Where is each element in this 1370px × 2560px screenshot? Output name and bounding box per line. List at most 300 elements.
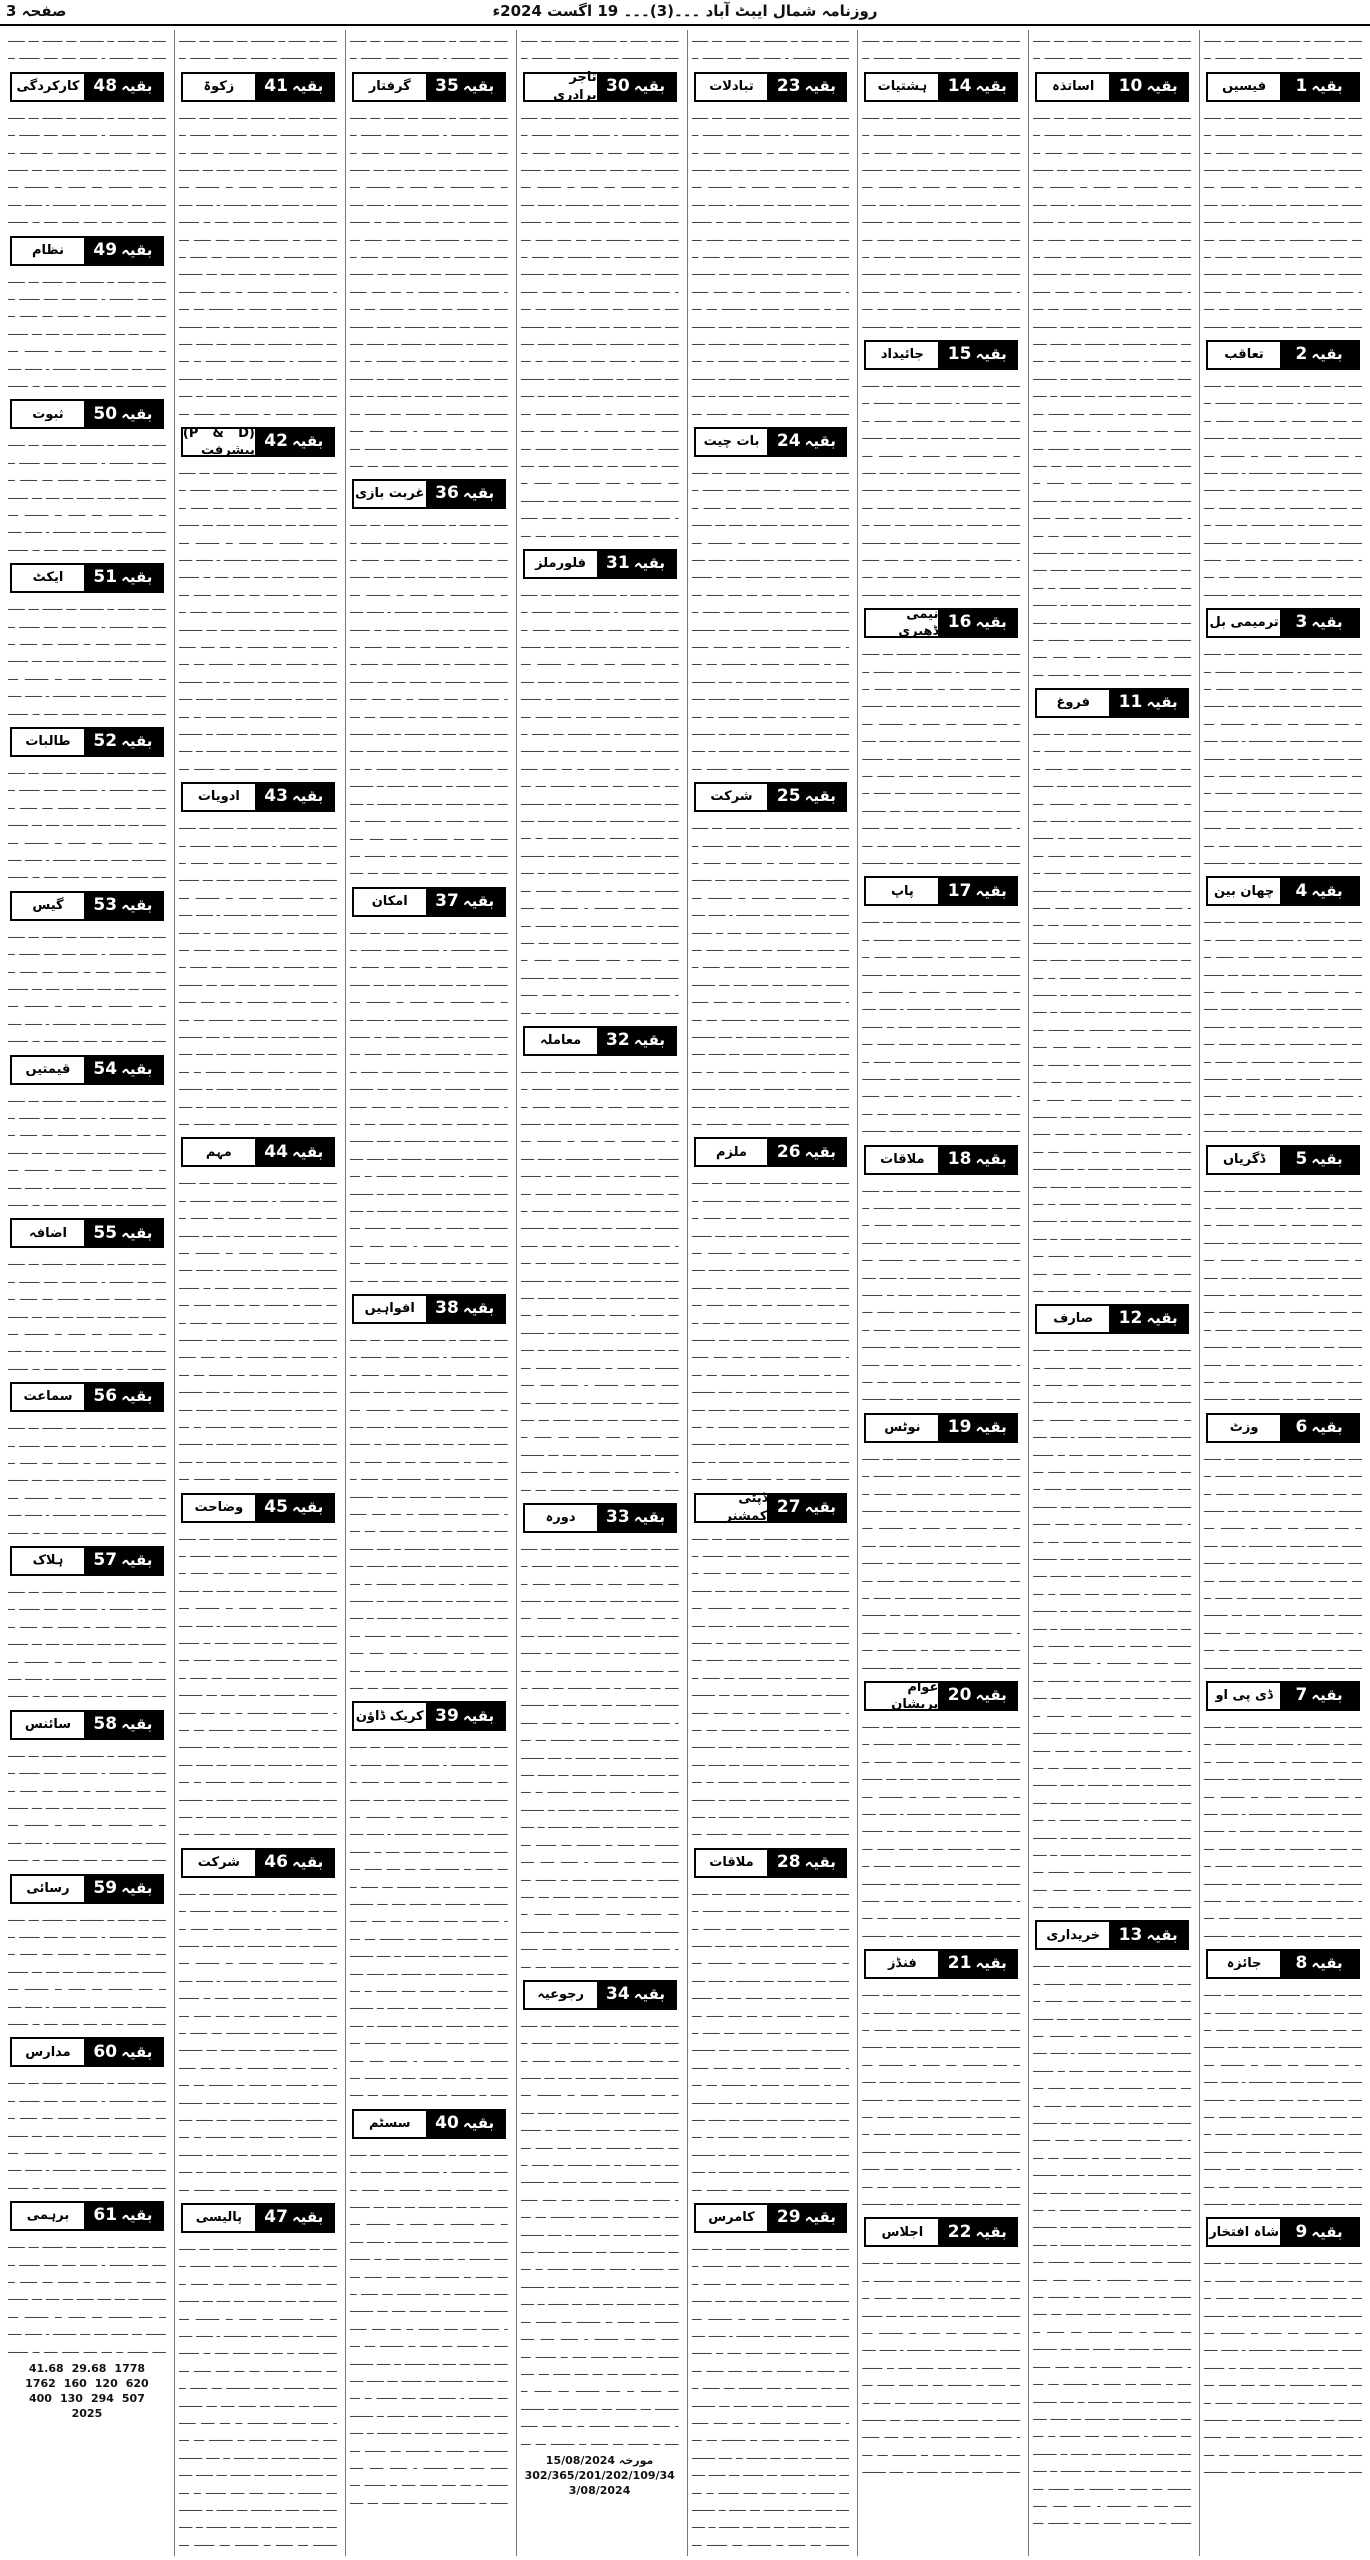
page-number: صفحہ 3 [6, 2, 67, 20]
continuation-number-label [767, 429, 845, 455]
baqiya-word: بقیہ [1146, 693, 1178, 712]
baqiya-word: بقیہ [633, 1031, 666, 1050]
continuation-number: 51 [93, 567, 118, 588]
continuation-header-14 [864, 72, 1018, 102]
continuation-header-58 [10, 1710, 164, 1740]
continuation-number-label [255, 2205, 333, 2231]
continuation-number: 41 [264, 76, 288, 97]
figure-value: 400 [29, 2391, 52, 2405]
continuation-header-12 [1035, 1304, 1189, 1334]
continuation-title: طالبات [12, 729, 84, 755]
continuation-header-17 [864, 876, 1018, 906]
continuation-number-label [84, 565, 162, 591]
continuation-number: 21 [947, 1953, 972, 1974]
continuation-number: 47 [264, 2207, 288, 2228]
masthead-bar [0, 0, 1370, 26]
continuation-title: کارکردگی [12, 74, 84, 100]
legal-notice-references [521, 2453, 679, 2498]
newspaper-columns [4, 30, 1366, 2556]
baqiya-word: بقیہ [804, 77, 836, 96]
article-body-text: ــــ ـــ ـــــ ــ ـــــــ ـــ ــــــ ـــ ـــــ ــــ ـــ ـــــــ ـ ـــــ ــــ ــــ ــــــ ــ ـــ ــــ ـــــ ــــ ــ ــــــ ـــ ـــــ ــ ـــــــ ـــ ـــ ــــ ـــــ ـــ ــــ ـــ ــــــ ــ ــــ ـــــــ ـــ ـــــ ــ ـــــــ ـــ ــــــ ـــ ـــــ ــــ ـــ ـــــــ ـ ـــــ ــــ ــــ ــــــ ــ ـــ ــــ ـــــ ــــ ــ ــــــ ـــ ـــــ ــ ـــــــ ـــ ـــ ــــ ـــــ ـــ ــــ ـــ ــــــ ــ ــــ ـــــــ ـــ ـــــ ــ ـــــــ ـــ ــــــ ـــ ـــــ ــــ ـــ ـــــــ ـ ـــــ ــــ ــــ ــــــ ــ ـــ ــــ ـــــ ــــ ــ ــــــ ـــ ـــــ ــ ـــــــ ـــ ـــ ــــ ـــــ ـــ ــــ ـــ ــــــ ــ ــــ ـــــــ [862, 912, 1021, 1136]
baqiya-word: بقیہ [804, 1853, 836, 1872]
continuation-number-label [255, 74, 333, 100]
continuation-number-label [767, 1495, 845, 1521]
continuation-number-label [255, 1850, 333, 1876]
continuation-title: وزٹ [1208, 1415, 1280, 1441]
continuation-number-label [84, 2039, 162, 2065]
continuation-header-22 [864, 2217, 1018, 2247]
article-body-text: ــــ ـــ ـــــ ــ ـــــــ ـــ ــــــ ـــ ـــــ ــــ ـــ ـــــــ ـ ـــــ ــــ ــــ ــــــ ــ ـــ ــــ ـــــ ــــ ــ ــــــ ـــ ـــــ ــ ـــــــ ـــ ـــ ــــ ـــــ ـــ ــــ ـــ ــــــ ــ ــــ ـــــــ ـــ ـــــ ــ ـــــــ ـــ ــــــ ـــ ـــــ ــــ ـــ ـــــــ ـ ـــــ ــــ ــــ ــــــ ــ ـــ ــــ ـــــ ــــ ــ ــــــ ـــ ـــــ ــ ـــــــ ـــ ـــ ــــ ـــــ ـــ ــــ ـــ ــــــ ــ ــــ ـــــــ ـــ ـــــ ــ ـــــــ ـــ ــــــ ـــ ـــــ ــــ ـــ ـــــــ ـ ـــــ ــــ ــــ ــــــ ــ ـــ ــــ ـــــ ــــ ــ ــــــ ـــ ـــــ ــ ـــــــ ـــ ـــ ــــ ـــــ ـــ ــــ ـــ ــــــ ــ ــــ ـــــــ ـــ ـــــ ــ ـــــــ ـــ ــــــ ـــ ـــــ ــــ ـــ ـــــــ ـ ـــــ ــــ ــــ ــــــ ــ ـــ ــــ ـــــ ــــ ــ ــــــ ـــ ـــــ ــ ـــــــ ـــ ـــ ــــ ـــــ ـــ ــــ ـــ ــــــ ــ ــــ ـــــــ ـــ ـــــ ــ ـــــــ ـــ ــــــ ـــ ـــــ ــــ ـــ ـــــــ ـ ـــــ ــــ ــــ ــــــ ــ ـــ ــــ ـــــ ــــ ــ ــــــ ـــ ـــــ ــ ـــــــ ـــ ـــ ــــ ـــــ ـــ ــــ [349, 922, 508, 1285]
article-body-text: ــــ ـــ ـــــ ــ ـــــــ ـــ ــــــ ـــ ـــــ ــــ ـــ ـــــــ ـ ـــــ ــــ ــــ ــــــ ــ ـــ ــــ ـــــ ــــ ــ ــــــ ـــ ـــــ ــ ـــــــ ـــ ـــ ــــ ـــــ ـــ ــــ ـــ ــــــ ــ ــــ ـــــــ ـــ ـــــ ــ ـــــــ ـــ ــــــ ـــ ـــــ ــــ ـــ ـــــــ ـ ـــــ ــــ ــــ ــــــ ــ ـــ ــــ ـــــ ــــ ــ ــــــ [8, 1581, 166, 1701]
continuation-header-35 [352, 72, 506, 102]
continuation-number-label [597, 1028, 675, 1054]
article-body-text: ــــ ـــ ـــــ ــ ـــــــ ـــ ــــــ ـــ ـــــ ــــ ـــ ـــــــ ـ ـــــ ــــ ــــ ــــــ ــ ـــ ــــ ـــــ ــــ ــ ــــــ ـــ ـــــ ــ ـــــــ ـــ ـــ ــــ ـــــ ـــ ــــ ـــ ــــــ ــ ــــ ـــــــ ـــ ـــــ ــ ـــــــ ـــ ــــــ ـــ ـــــ ــــ ـــ ـــــــ ـ ـــــ ــــ ــــ ــــــ ــ ـــ ــــ ـــــ ــــ ــ ــــــ [8, 107, 166, 227]
baqiya-word: بقیہ [633, 77, 666, 96]
continuation-title: چھان بین [1208, 878, 1280, 904]
continuation-number-label [767, 784, 845, 810]
baqiya-word: بقیہ [121, 2206, 153, 2225]
continuation-header-19 [864, 1413, 1018, 1443]
article-body-text: ــــ ـــ ـــــ ــ ـــــــ ـــ ــــــ ـــ ـــــ ــــ ـــ ـــــــ ـ ـــــ ــــ ــــ ــــــ ــ ـــ ــــ ـــــ ــــ ــ ــــــ ـــ ـــــ ــ ـــــــ ـــ ـــ ــــ ـــــ ـــ ــــ ـــ ــــــ ــ ــــ ـــــــ ـــ ـــــ ــ ـــــــ ـــ ــــــ ـــ ـــــ ــــ ـــ ـــــــ ـ ـــــ ــــ ــــ ــــــ ــ ـــ ــــ ـــــ ــــ ــ ــــــ ـــ ـــــ ــ ـــــــ ـــ ـــ ــــ ـــــ ـــ ــــ ـــ ــــــ ــ ــــ ـــــــ ـــ ـــــ ــ ـــــــ ـــ ــــــ ـــ ـــــ ــــ ـــ ـــــــ ـ ـــــ ــــ ــــ ــــــ ــ ـــ ــــ ـــــ ــــ ــ ــــــ ـــ ـــــ ــ ـــــــ ـــ ـــ ــــ ـــــ ـــ ــــ ـــ ــــــ ــ ــــ ـــــــ ـــ ـــــ ــ ـــــــ ـــ ــــــ ـــ ـــــ ــــ ـــ ـــــــ ـ ـــــ ــــ ــــ ــــــ ــ ـــ ــــ ـــــ ــــ ــ ــــــ ـــ ـــــ ــ ـــــــ ـــ ـــ ــــ ـــــ ـــ ــــ ـــ ــــــ ــ ــــ ـــــــ ـــ ـــــ ــ ـــــــ ـــ ــــــ ـــ [691, 2238, 850, 2549]
continuation-header-10 [1035, 72, 1189, 102]
continuation-title: معاملہ [525, 1028, 597, 1054]
continuation-header-36 [352, 479, 506, 509]
continuation-number-label [767, 1850, 845, 1876]
continuation-title: زکوۃ [183, 74, 255, 100]
baqiya-word: بقیہ [462, 484, 495, 503]
continuation-header-49 [10, 236, 164, 266]
continuation-number-label [1280, 1683, 1358, 1709]
continuation-header-15 [864, 340, 1018, 370]
baqiya-word: بقیہ [975, 881, 1007, 900]
continuation-number-label [426, 74, 504, 100]
article-body-text: ــــ ـــ ـــــ ــ ـــــــ ـــ ــــــ ـــ ـــــ ــــ ـــ ـــــــ ـ ـــــ ــــ ــــ ــــــ ــ ـــ ــــ ـــــ ــــ ــ ــــــ ـــ ـــــ ــ ـــــــ ـــ ـــ ــــ ـــــ ـــ ــــ ـــ ــــــ ــ ــــ ـــــــ ـــ ـــــ ــ ـــــــ ـــ ــــــ ـــ ـــــ ــــ ـــ ـــــــ ـ ـــــ ــــ ــــ ــــــ ــ ـــ ــــ ـــــ ــــ ــ ــــــ ـــ ـــــ ــ ـــــــ ـــ ـــ ــــ ـــــ ـــ ــــ ـــ ــــــ ــ ــــ ـــــــ ـــ ـــــ ــ ـــــــ ـــ ــــــ ـــ ـــــ ــــ ـــ ـــــــ ـ ـــــ ــــ ــــ ــــــ ــ ـــ ــــ ـــــ ــــ ــ ــــــ ـــ ـــــ ــ ـــــــ ـــ ـــ ــــ ـــــ ـــ ــــ ـــ ــــــ ــ ــــ ـــــــ [862, 1985, 1021, 2208]
continuation-number: 18 [947, 1148, 972, 1169]
baqiya-word: بقیہ [291, 2208, 324, 2227]
inline-figures [8, 2361, 166, 2421]
continuation-title: نیمی ڈھیری [866, 610, 938, 636]
baqiya-word: بقیہ [462, 77, 495, 96]
continuation-number: 24 [776, 431, 801, 452]
continuation-header-1 [1206, 72, 1360, 102]
article-body-text: ــــ ـــ ـــــ ــ ـــــــ ـــ ــــــ ـــ ـــــ ــــ ـــ ـــــــ ـ ـــــ ــــ ــــ ــــــ ــ ـــ ــــ ـــــ ــــ ــ ــــــ ـــ ـــــ ــ ـــــــ ـــ ـــ ــــ ـــــ ـــ ــــ ـــ ــــــ ــ ــــ ـــــــ ـــ ـــــ ــ ـــــــ ـــ ــــــ ـــ ـــــ ــــ ـــ ـــــــ ـ ـــــ ــــ ــــ ــــــ ــ ـــ ــــ ـــــ ــــ ــ ــــــ ـــ ـــــ ــ ـــــــ ـــ ـــ ــــ ـــــ ـــ ــــ ـــ ــــــ ــ ــــ ـــــــ ـــ ـــــ ــ ـــــــ ـــ ــــــ ـــ ـــــ ــــ ـــ ـــــــ ـ ـــــ ــــ ــــ ــــــ ــ ـــ ــــ ـــــ ــــ ــ ــــــ ـــ ـــــ ــ ـــــــ ـــ ـــ ــــ ـــــ ـــ ــــ ـــ ــــــ ــ ــــ ـــــــ [1204, 1180, 1362, 1404]
baqiya-word: بقیہ [121, 896, 153, 915]
baqiya-word: بقیہ [804, 787, 836, 806]
continuation-number: 53 [93, 895, 118, 916]
article-body-text: ــــ ـــ ـــــ ــ ـــــــ ـــ ــــــ ـــ ـــــ ــــ ـــ ـــــــ ـ ـــــ ــــ ــــ ــــــ ــ ـــ ــــ ـــــ ــــ ــ ــــــ ـــ ـــــ ــ ـــــــ ـــ ـــ ــــ ـــــ ـــ ــــ ـــ ــــــ ــ ــــ ـــــــ ـــ ـــــ ــ ـــــــ ـــ ــــــ ـــ ـــــ ــــ ـــ ـــــــ ـ ـــــ ــــ ــــ ــــــ ــ ـــ ــــ ـــــ ــــ ــ ــــــ ـــ ـــــ ــ ـــــــ ـــ ـــ ــــ ـــــ ـــ ــــ ـــ ــــــ ــ ــــ ـــــــ ـــ ـــــ ــ ـــــــ ـــ ــــــ ـــ ـــــ ــــ ـــ ـــــــ ـ ـــــ ــــ ــــ ــــــ ــ ـــ ــــ ـــــ ــــ ــ ــــــ ـــ ـــــ ــ ـــــــ ـــ ـــ ــــ ـــــ ـــ ــــ ـــ ــــــ ــ ــــ ـــــــ ـــ ـــــ ــ ـــــــ ـــ ــــــ ـــ ـــــ ــــ ـــ ـــــــ ـ ـــــ ــــ ــــ ــــــ ــ ـــ ــــ ـــــ ــــ ــ ــــــ ـــ ـــــ ــ ـــــــ ـــ ـــ ــــ ـــــ ـــ ــــ ـــ ــــــ ــ ــــ ـــــــ ـــ ـــــ ــ ـــــــ ـــ ــــــ ـــ ـــــ ــــ ـــ ـــــــ ـ ـــــ ــــ ــــ ــــــ ــ ـــ ــــ ـــــ ــــ ــ ــــــ ـــ ـــــ ــ ـــــــ ـــ ـــ ــــ ـــــ ـــ ــــ ـــ ــــــ ــ ــــ ـــــــ ـــ ـــــ ــ ـــــــ ـــ ــــــ ـــ ـــــ ــــ ـــ ـــــــ ـ ـــــ ــــ ــــ ــــــ ــ ـــ ــــ ـــــ ــــ ــ ــــــ ـــ ـــــ ــ ـــــــ ـــ ـــ ــــ ـــــ ـــ ــــ ـــ ــــــ ــ ــــ ـــــــ ـــ ـــــ ــ ـــــــ ـــ ــــــ ـــ ـــــ ــــ ـــ ـــــــ ـ ـــــ ــــ ــــ ــــــ ــ ـــ ــــ ـــــ ــــ ــ ــــــ ـــ ـــــ ــ ـــــــ ـــ ـــ ــــ ـــــ ـــ ــــ ـــ ــــــ ــ ــــ ـــــــ ـــ ـــــ ــ ـــــــ ـــ ــــــ ـــ ـــــ ــــ ـــ ـــــــ ـ ـــــ ــــ ــــ ــــــ ــ ـــ ــــ ـــــ ــــ ــ ــــــ ـــ [1033, 1340, 1192, 1912]
continuation-number-label [938, 1147, 1016, 1173]
continuation-number: 54 [93, 1058, 118, 1079]
continuation-title: ایکٹ [12, 565, 84, 591]
continuation-title: ہشتیات [866, 74, 938, 100]
continuation-title: گرفتار [354, 74, 426, 100]
article-body-text: ــــ ـــ ـــــ ــ ـــــــ ـــ ــــــ ـــ ـــــ ــــ ـــ ـــــــ ـ ـــــ ــــ ــــ ــــــ ــ ـــ ــــ ـــــ ــــ ــ ــــــ ـــ ـــــ ــ ـــــــ ـــ ـــ ــــ ـــــ ـــ ــــ ـــ ــــــ ــ ــــ ـــــــ ـــ ـــــ ــ ـــــــ ـــ ــــــ ـــ ـــــ ــــ ـــ ـــــــ ـ ـــــ ــــ ــــ ــــــ ــ ـــ ــــ ـــــ ــــ ــ ــــــ ـــ ـــــ ــ ـــــــ ـــ ـــ ــــ ـــــ ـــ ــــ ـــ ــــــ ــ ــــ ـــــــ ـــ ـــــ ــ ـــــــ ـــ ــــــ ـــ ـــــ ــــ ـــ ـــــــ ـ ـــــ ــــ ــــ ــــــ ــ ـــ ــــ ـــــ ــــ ــ ــــــ ـــ ـــــ ــ ـــــــ ـــ ـــ ــــ ـــــ ـــ ــــ ـــ ــــــ ــ ــــ ـــــــ ـــ ـــــ ــ ـــــــ ـــ ــــــ ـــ ـــــ ــــ ـــ ـــــــ ـ ـــــ ــــ ــــ ــــــ ــ ـــ ــــ ـــــ ــــ ــ ــــــ ـــ ـــــ ــ ـــــــ ـــ ـــ ــــ ـــــ ـــ ــــ ـــ ــــــ ــ ــــ ـــــــ ـــ ـــــ ــ ـــــــ ـــ ــــــ ـــ [691, 1173, 850, 1484]
article-body-text: ــــ ـــ ـــــ ــ ـــــــ ـــ ــــــ ـــ ـــــ ــــ ـــ ـــــــ ـ ـــــ ــــ ــــ ــــــ ــ ـــ ــــ ـــــ ــــ ــ ــــــ ـــ ـــــ ــ ـــــــ ـــ ـــ ــــ ـــــ ـــ ــــ ـــ ــــــ ــ ــــ ـــــــ ـــ ـــــ ــ ـــــــ ـــ ــــــ ـــ ـــــ ــــ ـــ ـــــــ ـ ـــــ ــــ ــــ ــــــ ــ ـــ ــــ ـــــ ــــ ــ ــــــ [8, 1254, 166, 1373]
article-body-text: ــــ ـــ ـــــ ــ ـــــــ ـــ ــــــ ـــ ـــــ ــــ ـــ ـــــــ ـ ـــــ ــــ ــــ ــــــ ــ ـــ ــــ ـــــ ــــ ــ ــــــ ـــ ـــــ ــ ـــــــ ـــ ـــ ــــ ـــــ ـــ ــــ ـــ ــــــ ــ ــــ ـــــــ ـــ ـــــ ــ ـــــــ ـــ ــــــ ـــ ـــــ ــــ ـــ ـــــــ ـ ـــــ ــــ ــــ ــــــ ــ ـــ ــــ ـــــ ــــ ــ ــــــ ـــ ـــــ ــ ـــــــ ـــ ـــ ــــ ـــــ ـــ ــــ ـــ ــــــ ــ ــــ ـــــــ ـــ ـــــ ــ ـــــــ ـــ ــــــ ـــ ـــــ ــــ ـــ ـــــــ ـ ـــــ ــــ ــــ ــــــ ــ ـــ ــــ ـــــ ــــ ــ ــــــ ـــ ـــــ ــ ـــــــ ـــ ـــ ــــ ـــــ ـــ ــــ ـــ ــــــ ــ ــــ ـــــــ ـــ ـــــ ــ ـــــــ ـــ ــــــ ـــ ـــــ ــــ ـــ ـــــــ ـ ـــــ ــــ ــــ ــــــ ــ ـــ ــــ ـــــ ــــ ــ ــــــ ـــ ـــــ ــ ـــــــ ـــ ـــ ــــ ـــــ ـــ ــــ ـــ ــــــ ــ ــــ ـــــــ ـــ ـــــ ــ ـــــــ ـــ ــــــ ـــ ـــــ ــــ ـــ ـــــــ ـ ـــــ ــــ ــــ ــــــ ــ ـــ ــــ ـــــ ــــ ــ ــــــ ـــ ـــــ ــ ـــــــ ـــ ـــ ــــ ـــــ ـــ ــــ [349, 107, 508, 470]
continuation-header-5 [1206, 1145, 1360, 1175]
continuation-header-21 [864, 1949, 1018, 1979]
continuation-title: پاپ [866, 878, 938, 904]
continuation-title: اساتذہ [1037, 74, 1109, 100]
continuation-number: 16 [947, 612, 972, 633]
continuation-number: 42 [264, 431, 288, 452]
continuation-number-label [1109, 1306, 1187, 1332]
baqiya-word: بقیہ [291, 1142, 324, 1161]
continuation-header-59 [10, 1874, 164, 1904]
continuation-number: 60 [93, 2041, 118, 2062]
continuation-title: برہمی [12, 2203, 84, 2229]
continuation-number-label [1280, 2219, 1358, 2245]
baqiya-word: بقیہ [121, 1223, 153, 1242]
baqiya-word: بقیہ [1311, 1954, 1343, 1973]
figure-value: 160 [63, 2376, 87, 2390]
continuation-number-label [255, 1495, 333, 1521]
baqiya-word: بقیہ [1311, 2222, 1343, 2241]
continuation-number: 1 [1295, 76, 1308, 97]
continuation-number: 37 [435, 890, 459, 911]
continuation-number: 13 [1118, 1924, 1143, 1945]
continuation-title: دورہ [525, 1505, 597, 1531]
continuation-number: 50 [93, 403, 118, 424]
continuation-number: 57 [93, 1550, 118, 1571]
baqiya-word: بقیہ [975, 1954, 1007, 1973]
continuation-header-27 [694, 1493, 848, 1523]
continuation-number: 45 [264, 1496, 288, 1517]
continuation-number: 49 [93, 239, 118, 260]
article-body-text: ــــ ـــ ـــــ ــ ـــــــ ـــ ــــــ ـــ ـــــ ــــ ـــ ـــــــ ـ ـــــ ــــ ــــ ــــــ ــ ـــ ــــ ـــــ ــــ ــ ــــــ ـــ ـــــ ــ ـــــــ ـــ ـــ ــــ ـــــ ـــ ــــ ـــ ــــــ ــ ــــ ـــــــ ـــ ـــــ ــ ـــــــ ـــ ــــــ ـــ ـــــ ــــ ـــ ـــــــ ـ ـــــ ــــ ــــ ــــــ ــ ـــ ــــ ـــــ ــــ ــ ــــــ ـــ ـــــ ــ ـــــــ ـــ ـــ ــــ ـــــ ـــ ــــ ـــ ــــــ ــ ــــ ـــــــ ـــ ـــــ ــ ـــــــ ـــ ــــــ ـــ ـــــ ــــ ـــ ـــــــ ـ ـــــ ــــ ــــ ــــــ ــ ـــ ــــ ـــــ ــــ ــ ــــــ ـــ ـــــ ــ ـــــــ ـــ ـــ ــــ ـــــ ـــ ــــ ـــ ــــــ ــ ــــ ـــــــ [1204, 1448, 1362, 1672]
continuation-title: غربت بازی [354, 481, 426, 507]
continuation-title: ہلاک [12, 1548, 84, 1574]
continuation-number: 44 [264, 1141, 288, 1162]
continuation-number: 10 [1118, 76, 1143, 97]
continuation-title: جائزہ [1208, 1951, 1280, 1977]
continuation-header-46 [181, 1848, 335, 1878]
continuation-number: 2 [1295, 344, 1308, 365]
article-body-text: ــــ ـــ ـــــ ــ ـــــــ ـــ ــــــ ـــ ـــــ ــــ ـــ ـــــــ ـ ـــــ ــــ ــــ ــــــ ــ ـــ ــــ ـــــ ــــ ــ ــــــ ـــ ـــــ ــ ـــــــ ـــ ـــ ــــ ـــــ ـــ ــــ ـــ ــــــ ــ ــــ ـــــــ ـــ ـــــ ــ ـــــــ ـــ ــــــ ـــ ـــــ ــــ ـــ ـــــــ ـ ـــــ ــــ ــــ ــــــ ــ ـــ ــــ ـــــ ــــ ــ ــــــ ـــ ـــــ ــ ـــــــ ـــ ـــ ــــ ـــــ ـــ ــــ ـــ ــــــ ــ ــــ ـــــــ ـــ ـــــ ــ ـــــــ ـــ ــــــ ـــ ـــــ ــــ ـــ ـــــــ ـ ـــــ ــــ ــــ ــــــ ــ ـــ ــــ ـــــ ــــ ــ ــــــ ـــ ـــــ ــ ـــــــ ـــ ـــ ــــ ـــــ ـــ ــــ ـــ ــــــ ــ ــــ ـــــــ ـــ ـــــ ــ ـــــــ ـــ ــــــ ـــ ـــــ ــــ ـــ ـــــــ ـ ـــــ ــــ ــــ ــــــ ــ ـــ ــــ ـــــ ــــ ــ ــــــ ـــ ـــــ ــ ـــــــ ـــ ـــ ــــ ـــــ ـــ ــــ ـــ ــــــ ــ ــــ ـــــــ ـــ ـــــ ــ ـــــــ ـــ ــــــ ـــ ـــــ ــــ ـــ ـــــــ ـ ـــــ ــــ ــــ ــــــ ــ ـــ ــــ ـــــ ــــ ــ ــــــ ـــ ـــــ ــ ـــــــ ـــ ـــ ــــ ـــــ ـــ ــــ ـــ ــــــ ــ ــــ ـــــــ ـــ ـــــ ــ ـــــــ ـــ ــــــ ـــ ـــــ ــــ ـــ ـــــــ ـ ـــــ ــــ ــــ ــــــ ــ ـــ ــــ ـــــ ــــ ــ ــــــ ـــ ـــــ ــ ـــــــ ـــ ـــ ــــ ـــــ ـــ ــــ ـــ ــــــ ــ ــــ ـــــــ ـــ ـــــ ــ ـــــــ ـــ ــــــ ـــ ـــــ ــــ ـــ ـــــــ ـ ـــــ ــــ ــــ ــــــ ــ ـــ ــــ ـــــ ــــ ــ ــــــ ـــ ـــــ ــ ـــــــ ـــ ـــ ــــ ـــــ ـــ ــــ ـــ ــــــ ــ ــــ ـــــــ ـــ ـــــ ــ ـــــــ ـــ ــــــ ـــ ـــــ ــــ ـــ ـــــــ ـ ـــــ ــــ ــــ ــــــ ــ ـــ ــــ ـــــ ــــ ــ ــــــ ـــ [1033, 107, 1192, 679]
continuation-header-23 [694, 72, 848, 102]
continuation-number-label [1109, 74, 1187, 100]
continuation-number-label [84, 1712, 162, 1738]
continuation-header-45 [181, 1493, 335, 1523]
baqiya-word: بقیہ [1311, 1418, 1343, 1437]
continuation-number-label [1280, 1415, 1358, 1441]
continuation-number: 26 [776, 1141, 801, 1162]
baqiya-word: بقیہ [291, 432, 324, 451]
baqiya-word: بقیہ [804, 432, 836, 451]
continuation-number: 36 [435, 483, 459, 504]
continuation-title: رسائی [12, 1876, 84, 1902]
continuation-number-label [1280, 1147, 1358, 1173]
continuation-header-40 [352, 2109, 506, 2139]
article-body-text: ــــ ـــ ـــــ ــ ـــــــ ـــ ــــــ ـــ ـــــ ــــ ـــ ـــــــ ـ ـــــ ــــ ــــ ــــــ ــ ـــ ــــ ـــــ ــــ ــ ــــــ ـــ ـــــ ــ ـــــــ ـــ ـــ ــــ ـــــ ـــ ــــ ـــ ــــــ ــ ــــ ـــــــ ـــ ـــــ ــ ـــــــ ـــ ــــــ ـــ ـــــ ــــ ـــ ـــــــ ـ ـــــ ــــ ــــ ــــــ ــ ـــ ــــ ـــــ ــــ ــ ــــــ ـــ ـــــ ــ ـــــــ ـــ ـــ ــــ ـــــ ـــ ــــ ـــ ــــــ ــ ــــ ـــــــ ـــ ـــــ ــ ـــــــ ـــ ــــــ ـــ ـــــ ــــ ـــ ـــــــ ـ ـــــ ــــ ــــ ــــــ ــ ـــ ــــ ـــــ ــــ ــ ــــــ ـــ ـــــ ــ ـــــــ ـــ ـــ ــــ ـــــ ـــ ــــ ـــ ــــــ ــ ــــ ـــــــ [862, 644, 1021, 868]
continuation-number: 11 [1118, 692, 1143, 713]
continuation-number-label [84, 1220, 162, 1246]
article-body-text: ــــ ـــ ـــــ ــ ـــــــ ـــ ــــــ ـــ ـــــ ــــ ـــ ـــــــ ـ ـــــ ــــ ــــ ــــــ ــ ـــ ــــ ـــــ ــــ ــ ــــــ ـــ ـــــ ــ ـــــــ ـــ ـــ ــــ ـــــ ـــ ــــ ـــ ــــــ ــ ــــ ـــــــ ـــ ـــــ ــ ـــــــ ـــ ــــــ ـــ ـــــ ــــ ـــ ـــــــ ـ ـــــ ــــ ــــ ــــــ ــ ـــ ــــ ـــــ ــــ ــ ــــــ ـــ ـــــ ــ ـــــــ ـــ ـــ ــــ ـــــ ـــ ــــ ـــ ــــــ ــ ــــ ـــــــ ـــ ـــــ ــ ـــــــ ـــ ــــــ ـــ ـــــ ــــ ـــ ـــــــ ـ ـــــ ــــ ــــ ــــــ ــ ـــ ــــ ـــــ ــــ ــ ــــــ ـــ ـــــ ــ ـــــــ ـــ ـــ ــــ ـــــ ـــ ــــ ـــ ــــــ ــ ــــ ـــــــ ـــ ـــــ ــ ـــــــ ـــ ــــــ ـــ ـــــ ــــ ـــ ـــــــ ـ ـــــ ــــ ــــ ــــــ ــ ـــ ــــ ـــــ ــــ ــ ــــــ ـــ ـــــ ــ ـــــــ ـــ ـــ ــــ ـــــ ـــ ــــ ـــ ــــــ ــ ــــ ـــــــ ـــ ـــــ ــ ـــــــ ـــ ــــــ ـــ [691, 1883, 850, 2194]
baqiya-word: بقیہ [121, 1715, 153, 1734]
continuation-header-51 [10, 563, 164, 593]
figure-value: 41.68 [28, 2361, 64, 2375]
continuation-header-30 [523, 72, 677, 102]
baqiya-word: بقیہ [975, 613, 1007, 632]
article-body-text: ــــ ـــ ـــــ ــ ـــــــ ـــ ــــــ ـــ ـــــ ــــ ـــ ـــــــ ـ ـــــ ــــ ــــ ــــــ ــ ـــ ــــ ـــــ ــــ ــ ــــــ ـــ ـــــ ــ ـــــــ ـــ ـــ ــــ ـــــ ـــ ــــ ـــ ــــــ ــ ــــ ـــــــ ـــ ـــــ ــ ـــــــ ـــ ــــــ ـــ ـــــ ــــ ـــ ـــــــ ـ ـــــ ــــ ــــ ــــــ ــ ـــ ــــ ـــــ ــــ ــ ــــــ ـــ ـــــ ــ ـــــــ ـــ ـــ ــــ ـــــ ـــ ــــ ـــ ــــــ ــ ــــ ـــــــ ـــ ـــــ ــ ـــــــ ـــ ــــــ ـــ ـــــ ــــ ـــ ـــــــ ـ ـــــ ــــ ــــ ــــــ ــ ـــ ــــ ـــــ ــــ ــ ــــــ ـــ ـــــ ــ ـــــــ ـــ ـــ ــــ ـــــ ـــ ــــ ـــ ــــــ ــ ــــ ـــــــ ـــ ـــــ ــ ـــــــ ـــ ــــــ ـــ ـــــ ــــ ـــ ـــــــ ـ ـــــ ــــ ــــ ــــــ ــ ـــ ــــ ـــــ ــــ ــ ــــــ ـــ ـــــ ــ ـــــــ ـــ ـــ ــــ ـــــ ـــ ــــ ـــ ــــــ ــ ــــ ـــــــ ـــ ـــــ ــ ـــــــ ـــ ــــــ ـــ ـــــ ــــ ـــ ـــــــ ـ ـــــ ــــ ــــ ــــــ ــ ـــ ــــ ـــــ ــــ ــ ــــــ ـــ ـــــ ــ ـــــــ ـــ ـــ ــــ ـــــ ـــ ــــ ـــ ــــــ ــ ــــ ـــــــ ـــ ـــــ ــ ـــــــ ـــ ــــــ ـــ ـــــ ــــ ـــ ـــــــ ـ ـــــ ــــ ــــ ــــــ ــ ـــ ــــ ـــــ ــــ ــ ــــــ ـــ ـــــ ــ ـــــــ ـــ ـــ [520, 1538, 679, 1971]
baqiya-word: بقیہ [121, 77, 153, 96]
article-body-text: ــــ ـــ ـــــ ــ ـــــــ ـــ ــــــ ـــ ـــــ ــــ ـــ ـــــــ ـ ـــــ ــــ ــــ ــــــ ــ ـــ ــــ ـــــ ــــ ــ ــــــ ـــ ـــــ ــ ـــــــ ـــ ـــ ــــ ـــــ ـــ ــــ ـــ ــــــ ــ ــــ ـــــــ ـــ ـــــ ــ ـــــــ ـــ ــــــ ـــ ـــــ ــــ ـــ ـــــــ ـ ـــــ ــــ ــــ ــــــ ــ ـــ ــــ ـــــ ــــ ــ ــــــ ـــ ـــــ ــ ـــــــ ـــ ـــ ــــ ـــــ ـــ ــــ ـــ ــــــ ــ ــــ ـــــــ ـــ ـــــ ــ ـــــــ ـــ ــــــ ـــ ـــــ ــــ ـــ ـــــــ ـ ـــــ ــــ ــــ ــــــ ــ ـــ ــــ ـــــ ــــ ــ ــــــ ـــ ـــــ ــ ـــــــ ـــ ـــ ــــ ـــــ ـــ ــــ ـــ ــــــ ــ ــــ ـــــــ ـــ ـــــ ــ ـــــــ ـــ ــــــ ـــ ـــــ ــــ ـــ ـــــــ ـ ـــــ ــــ ــــ ــــــ ــ ـــ ــــ ـــــ ــــ ــ ــــــ ـــ ـــــ ــ ـــــــ ـــ ـــ ــــ ـــــ ـــ ــــ ـــ ــــــ ــ ــــ ـــــــ ـــ ـــــ ــ ـــــــ ـــ ــــــ ـــ ـــــ ــــ ـــ ـــــــ ـ ـــــ ــــ ــــ ــــــ ــ ـــ ــــ ـــــ ــــ ــ ــــــ ـــ ـــــ ــ ـــــــ ـــ ـــ ــــ ـــــ ـــ ــــ [349, 515, 508, 878]
article-body-text: ــــ ـــ ـــــ ــ ـــــــ ـــ ــــــ ـــ ـــــ ــــ ـــ ـــــــ ـ ـــــ ــــ ــــ ــــــ ــ ـــ ــــ ـــــ ــــ ــ ــــــ ـــ ـــــ ــ ـــــــ ـــ ـــ ــــ ـــــ ـــ ــــ ـــ ــــــ ــ ــــ ـــــــ ـــ ـــــ ــ ـــــــ ـــ ــــــ ـــ ـــــ ــــ ـــ ـــــــ ـ ـــــ ــــ ــــ ــــــ ــ ـــ ــــ ـــــ ــــ ــ ــــــ ـــ ـــــ ــ ـــــــ ـــ ـــ ــــ ـــــ ـــ ــــ ـــ ــــــ ــ ــــ ـــــــ ـــ ـــــ ــ ـــــــ ـــ ــــــ ـــ ـــــ ــــ ـــ ـــــــ ـ ـــــ ــــ ــــ ــــــ ــ ـــ ــــ ـــــ ــــ ــ ــــــ ـــ ـــــ ــ ـــــــ ـــ ـــ ــــ ـــــ ـــ ــــ ـــ ــــــ ــ ــــ ـــــــ [862, 375, 1021, 599]
article-body-text: ــــ ـــ ـــــ ــ ـــــــ ـــ ــــــ ـــ ـــــ ــــ ـــ ـــــــ ـ ـــــ ــــ ــــ ــــــ ــ ـــ ــــ ـــــ ــــ ــ ــــــ ـــ ـــــ ــ ـــــــ ـــ ـــ ــــ ـــــ ـــ ــــ ـــ ــــــ ــ ــــ ـــــــ ـــ ـــــ ــ ـــــــ ـــ ــــــ ـــ ـــــ ــــ ـــ ـــــــ ـ ـــــ ــــ ــــ ــــــ ــ ـــ ــــ ـــــ ــــ ــ ــــــ ـــ ـــــ ــ ـــــــ ـــ ـــ ــــ ـــــ ـــ ــــ ـــ ــــــ ــ ــــ ـــــــ ـــ ـــــ ــ ـــــــ ـــ ــــــ ـــ ـــــ ــــ ـــ ـــــــ ـ ـــــ ــــ ــــ ــــــ ــ ـــ ــــ ـــــ ــــ ــ ــــــ ـــ ـــــ ــ ـــــــ ـــ ـــ ــــ ـــــ ـــ ــــ ـــ ــــــ ــ ــــ ـــــــ ـــ ـــــ ــ ـــــــ ـــ ــــــ ـــ ـــــ ــــ ـــ ـــــــ ـ ـــــ ــــ ــــ ــــــ ــ ـــ ــــ ـــــ ــــ ــ ــــــ ـــ ـــــ ــ ـــــــ ـــ ـــ ــــ ـــــ ـــ ــــ ـــ ــــــ ــ ــــ ـــــــ ـــ ـــــ ــ ـــــــ ـــ ــــــ ـــ [178, 1173, 337, 1484]
continuation-header-37 [352, 887, 506, 917]
legal-reference: 3/08/2024 [568, 2483, 631, 2497]
continuation-title: سسٹم [354, 2111, 426, 2137]
continuation-title: ملاقات [866, 1147, 938, 1173]
baqiya-word: بقیہ [1146, 1309, 1178, 1328]
legal-reference: 302/365/201/202/109/34 [524, 2468, 675, 2482]
continuation-title: تبادلات [696, 74, 768, 100]
continuation-number: 33 [606, 1507, 630, 1528]
continuation-header-7 [1206, 1681, 1360, 1711]
continuation-title: ملزم [696, 1139, 768, 1165]
baqiya-word: بقیہ [462, 1299, 495, 1318]
continuation-number: 32 [606, 1030, 630, 1051]
article-body-text: ــــ ـــ ـــــ ــ ـــــــ ـــ ــــــ ـــ ـــــ ــــ ـــ ـــــــ ـ ـــــ ــــ ــــ ــــــ ــ ـــ ــــ ـــــ ــــ ــ ــــــ ـــ ـــــ ــ ـــــــ ـــ ـــ ــــ ـــــ ـــ ــــ ـــ ــــــ ــ ــــ ـــــــ ـــ ـــــ ــ ـــــــ ـــ ــــــ ـــ ـــــ ــــ ـــ ـــــــ ـ ـــــ ــــ ــــ ــــــ ــ ـــ ــــ ـــــ ــــ ــ ــــــ [8, 2073, 166, 2192]
continuation-header-9 [1206, 2217, 1360, 2247]
continuation-title: نوٹس [866, 1415, 938, 1441]
article-body-text: ــــ ـــ ـــــ ــ ـــــــ ـــ ــــــ ـــ ـــــ ــــ ـــ ـــــــ ـ ـــــ ــــ ــــ ــــــ ــ ـــ ــــ ـــــ ــــ ــ ــــــ ـــ ـــــ ــ ـــــــ ـــ ـــ ــــ ـــــ ـــ ــــ ـــ ــــــ ــ ــــ ـــــــ ـــ ـــــ ــ ـــــــ ـــ ــــــ ـــ ـــــ ــــ ـــ ـــــــ ـ ـــــ ــــ ــــ ــــــ ــ ـــ ــــ ـــــ ــــ ــ ــــــ ـــ ـــــ ــ ـــــــ ـــ ـــ ــــ ـــــ ـــ ــــ ـــ ــــــ ــ ــــ ـــــــ ـــ ـــــ ــ ـــــــ ـــ ــــــ ـــ ـــــ ــــ ـــ ـــــــ ـ ـــــ ــــ ــــ ــــــ ــ ـــ ــــ ـــــ ــــ ــ ــــــ ـــ ـــــ ــ ـــــــ ـــ ـــ ــــ ـــــ ـــ ــــ ـــ ــــــ ــ ــــ ـــــــ ـــ ـــــ ــ ـــــــ ـــ ــــــ ـــ ـــــ ــــ ـــ ـــــــ ـ ـــــ ــــ ــــ ــــــ ــ ـــ ــــ ـــــ ــــ ــ ــــــ ـــ ـــــ ــ ـــــــ ـــ ـــ ــــ ـــــ ـــ ــــ ـــ ــــــ ــ ــــ ـــــــ ـــ ـــــ ــ ـــــــ ـــ ــــــ ـــ [691, 818, 850, 1129]
baqiya-word: بقیہ [633, 1985, 666, 2004]
continuation-header-25 [694, 782, 848, 812]
continuation-number: 6 [1295, 1417, 1308, 1438]
continuation-number-label [426, 1296, 504, 1322]
continuation-title: ادویات [183, 784, 255, 810]
continuation-number-label [84, 729, 162, 755]
continuation-number-label [938, 1683, 1016, 1709]
article-body-text: ــــ ـــ ـــــ ــ ـــــــ ـــ ــــــ ـــ ـــــ ــــ ـــ ـــــــ ـ ـــــ ــــ ــــ ــــــ ــ ـــ ــــ ـــــ ــــ ــ ــــــ ـــ ـــــ ــ ـــــــ ـــ ـــ ــــ ـــــ ـــ ــــ ـــ ــــــ ــ ــــ ـــــــ ـــ ـــــ ــ ـــــــ ـــ ــــــ ـــ ـــــ ــــ ـــ ـــــــ ـ ـــــ ــــ ــــ ــــــ ــ ـــ ــــ ـــــ ــــ ــ ــــــ ـــ ـــــ ــ ـــــــ ـــ ـــ ــــ ـــــ ـــ ــــ ـــ ــــــ ــ ــــ ـــــــ ـــ ـــــ ــ ـــــــ ـــ ــــــ ـــ ـــــ ــــ ـــ ـــــــ ـ ـــــ ــــ ــــ ــــــ ــ ـــ ــــ ـــــ ــــ ــ ــــــ ـــ ـــــ ــ ـــــــ ـــ ـــ ــــ ـــــ ـــ ــــ ـــ ــــــ ــ ــــ ـــــــ ـــ ـــــ ــ ـــــــ ـــ ــــــ ـــ ـــــ ــــ ـــ ـــــــ ـ ـــــ ــــ ــــ ــــــ ــ ـــ ــــ ـــــ ــــ ــ ــــــ ـــ ـــــ ــ ـــــــ ـــ ـــ ــــ ـــــ ـــ ــــ ـــ ــــــ ــ ــــ ـــــــ ـــ ـــــ ــ ـــــــ ـــ ــــــ ـــ ـــــ ــــ ـــ ـــــــ ـ ـــــ ــــ ــــ ــــــ ــ ـــ ــــ ـــــ ــــ ــ ــــــ ـــ ـــــ ــ ـــــــ ـــ ـــ ــــ ـــــ ـــ ــــ ـــ ــــــ ــ ــــ ـــــــ ـــ ـــــ ــ ـــــــ ـــ ــــــ ـــ ـــــ ــــ ـــ ـــــــ ـ ـــــ ــــ ــــ ــــــ ــ ـــ ــــ ـــــ ــــ ــ ــــــ ـــ ـــــ ــ ـــــــ ـــ ـــ [520, 2015, 679, 2448]
article-body-text: ــــ ـــ ـــــ ــ ـــــــ ـــ ــــــ ـــ ـــــ ــــ ـــ ـــــــ ـ ـــــ ــــ ــــ ــــــ ــ ـــ ــــ ـــــ ــــ ــ ــــــ ـــ ـــــ ــ ـــــــ ـــ ـــ ــــ ـــــ ـــ ــــ ـــ ــــــ ــ ــــ ـــــــ ـــ ـــــ ــ ـــــــ ـــ ــــــ ـــ ـــــ ــــ ـــ ـــــــ ـ ـــــ ــــ ــــ ــــــ ــ ـــ ــــ ـــــ ــــ ــ ــــــ ـــ ـــــ ــ ـــــــ ـــ ـــ ــــ ـــــ ـــ ــــ ـــ ــــــ ــ ــــ ـــــــ ـــ ـــــ ــ ـــــــ ـــ ــــــ ـــ ـــــ ــــ ـــ ـــــــ ـ ـــــ ــــ ــــ ــــــ ــ ـــ ــــ ـــــ ــــ ــ ــــــ ـــ ـــــ ــ ـــــــ ـــ ـــ ــــ ـــــ ـــ ــــ ـــ ــــــ ــ ــــ ـــــــ ـــ ـــــ ــ ـــــــ ـــ ــــــ ـــ ـــــ ــــ ـــ ـــــــ ـ ـــــ ــــ ــــ ــــــ ــ ـــ ــــ ـــــ ــــ ــ ــــــ ـــ ـــــ ــ ـــــــ ـــ ـــ ــــ ـــــ ـــ ــــ ـــ ــــــ ــ ــــ ـــــــ ـــ ـــــ ــ ـــــــ ـــ ــــــ ـــ [178, 2238, 337, 2549]
continuation-header-34 [523, 1980, 677, 2010]
baqiya-word: بقیہ [975, 77, 1007, 96]
continuation-number-label [255, 1139, 333, 1165]
continuation-title: مہم [183, 1139, 255, 1165]
continuation-title: اضافہ [12, 1220, 84, 1246]
article-body-text: ــــ ـــ ـــــ ــ ـــــــ ـــ ــــــ ـــ ـــــ ــــ ـــ ـــــــ ـ ـــــ ــــ ــــ ــــــ ــ ـــ ــــ ـــــ ــــ ــ ــــــ ـــ ـــــ ــ ـــــــ ـــ ـــ ــــ ـــــ ـــ ــــ ـــ ــــــ ــ ــــ ـــــــ ـــ ـــــ ــ ـــــــ ـــ ــــــ ـــ ـــــ ــــ ـــ ـــــــ ـ ـــــ ــــ ــــ ــــــ ــ ـــ ــــ ـــــ ــــ ــ ــــــ [8, 1418, 166, 1537]
continuation-number: 48 [93, 76, 118, 97]
continuation-number: 27 [776, 1496, 801, 1517]
continuation-header-28 [694, 1848, 848, 1878]
baqiya-word: بقیہ [462, 1706, 495, 1725]
continuation-title: کامرس [696, 2205, 768, 2231]
continuation-number: 7 [1295, 1685, 1308, 1706]
article-body-text: ــــ ـــ ـــــ ــ ـــــــ ـــ ــــــ ـــ ـــــ ــــ ـــ ـــــــ ـ ـــــ ــــ ــــ ــــــ ــ ـــ ــــ ـــــ ــــ ــ ــــــ ـــ ـــــ ــ ـــــــ ـــ ـــ ــــ ـــــ ـــ ــــ ـــ ــــــ ــ ــــ ـــــــ ـــ ـــــ ــ ـــــــ ـــ ــــــ ـــ ـــــ ــــ ـــ ـــــــ ـ ـــــ ــــ ــــ ــــــ ــ ـــ ــــ ـــــ ــــ ــ ــــــ ـــ ـــــ ــ ـــــــ ـــ ـــ ــــ ـــــ ـــ ــــ ـــ ــــــ ــ ــــ ـــــــ ـــ ـــــ ــ ـــــــ ـــ ــــــ ـــ ـــــ ــــ ـــ ـــــــ ـ ـــــ ــــ ــــ ــــــ ــ ـــ ــــ ـــــ ــــ ــ ــــــ ـــ ـــــ ــ ـــــــ ـــ ـــ ــــ ـــــ ـــ ــــ ـــ ــــــ ــ ــــ ـــــــ ـــ ـــــ ــ ـــــــ ـــ ــــــ ـــ ـــــ ــــ ـــ ـــــــ ـ ـــــ ــــ ــــ ــــــ ــ ـــ ــــ ـــــ ــــ ــ ــــــ ـــ ـــــ ــ ـــــــ ـــ ـــ ــــ ـــــ ـــ ــــ ـــ ــــــ ــ ــــ ـــــــ ـــ ـــــ ــ ـــــــ ـــ ــــــ ـــ [691, 1528, 850, 1839]
continuation-title: گیس [12, 893, 84, 919]
continuation-number: 12 [1118, 1308, 1143, 1329]
continuation-number-label [767, 74, 845, 100]
continuation-header-18 [864, 1145, 1018, 1175]
continuation-header-4 [1206, 876, 1360, 906]
article-body-text: ــــ ـــ ـــــ ــ ـــــــ ـــ ــــــ ـــ ـــــ ــــ ـــ ـــــــ ـ ـــــ ــــ ــــ ــــــ ــ ـــ ــــ ـــــ ــــ ــ ــــــ ـــ ـــــ ــ ـــــــ ـــ ـــ ــــ ـــــ ـــ ــــ ـــ ــــــ ــ ــــ ـــــــ ـــ ـــــ ــ ـــــــ ـــ ــــــ ـــ ـــــ ــــ ـــ ـــــــ ـ ـــــ ــــ ــــ ــــــ ــ ـــ ــــ ـــــ ــــ ــ ــــــ ـــ ـــــ ــ ـــــــ ـــ ـــ ــــ ـــــ ـــ ــــ ـــ ــــــ ــ ــــ ـــــــ ـــ ـــــ ــ ـــــــ ـــ ــــــ ـــ ـــــ ــــ ـــ ـــــــ ـ ـــــ ــــ ــــ ــــــ ــ ـــ ــــ ـــــ ــــ ــ ــــــ ـــ ـــــ ــ ـــــــ ـــ ـــ ــــ ـــــ ـــ ــــ ـــ ــــــ ــ ــــ ـــــــ ـــ ـــــ ــ ـــــــ ـــ ــــــ ـــ ـــــ ــــ ـــ ـــــــ ـ ـــــ ــــ ــــ ــــــ ــ ـــ ــــ ـــــ ــــ ــ ــــــ ـــ ـــــ ــ ـــــــ ـــ ـــ ــــ ـــــ ـــ ــــ ـــ ــــــ ــ ــــ ـــــــ ـــ ـــــ ــ ـــــــ ـــ ــــــ ـــ ـــــ ــــ ـــ ـــــــ ـ ـــــ ــــ ــــ ــــــ ــ ـــ ــــ ـــــ ــــ ــ ــــــ ـــ ـــــ ــ ـــــــ ـــ ـــ ــــ ـــــ ـــ ــــ ـــ ــــــ ــ ــــ ـــــــ ـــ ـــــ ــ ـــــــ ـــ ــــــ ـــ ـــــ ــــ ـــ ـــــــ ـ ـــــ ــــ ــــ ــــــ ــ ـــ ــــ ـــــ ــــ ــ ــــــ ـــ ـــــ ــ ـــــــ ـــ ـــ [520, 584, 679, 1017]
continuation-header-44 [181, 1137, 335, 1167]
baqiya-word: بقیہ [1311, 1686, 1343, 1705]
continuation-header-2 [1206, 340, 1360, 370]
article-body-text: ــــ ـــ ـــــ ــ ـــــــ ـــ ــــــ ـــ ـــــ ــــ ـــ ـــــــ ـ ـــــ ــــ ــــ ــــــ ــ [8, 31, 166, 63]
continuation-number-label [1109, 1922, 1187, 1948]
article-body-text: ــــ ـــ ـــــ ــ ـــــــ ـــ ــــــ ـــ ـــــ ــــ ـــ ـــــــ ـ ـــــ ــــ ــــ ــــــ ــ [862, 31, 1021, 63]
figure-value: 2025 [71, 2406, 103, 2420]
continuation-number: 20 [947, 1685, 972, 1706]
continuation-number-label [1109, 690, 1187, 716]
continuation-header-53 [10, 891, 164, 921]
continuation-title: بات چیت [696, 429, 768, 455]
continuation-number-label [84, 74, 162, 100]
continuation-title: رجوعیہ [525, 1982, 597, 2008]
continuation-header-11 [1035, 688, 1189, 718]
continuation-title: کریک ڈاؤن [354, 1703, 426, 1729]
continuation-header-41 [181, 72, 335, 102]
article-body-text: ــــ ـــ ـــــ ــ ـــــــ ـــ ــــــ ـــ ـــــ ــــ ـــ ـــــــ ـ ـــــ ــــ ــــ ــــــ ــ ـــ ــــ ـــــ ــــ ــ ــــــ ـــ ـــــ ــ ـــــــ ـــ ـــ ــــ ـــــ ـــ ــــ ـــ ــــــ ــ ــــ ـــــــ ـــ ـــــ ــ ـــــــ ـــ ــــــ ـــ ـــــ ــــ ـــ ـــــــ ـ ـــــ ــــ ــــ ــــــ ــ ـــ ــــ ـــــ ــــ ــ ــــــ ـــ ـــــ ــ ـــــــ ـــ ـــ ــــ ـــــ ـــ ــــ ـــ ــــــ ــ ــــ ـــــــ ـــ ـــــ ــ ـــــــ ـــ ــــــ ـــ ـــــ ــــ ـــ ـــــــ ـ ـــــ ــــ ــــ ــــــ ــ ـــ ــــ ـــــ ــــ ــ ــــــ ـــ ـــــ ــ ـــــــ ـــ ـــ ــــ ـــــ ـــ ــــ ـــ ــــــ ــ ــــ ـــــــ [862, 1180, 1021, 1404]
continuation-number-label [84, 238, 162, 264]
continuation-header-56 [10, 1382, 164, 1412]
baqiya-word: بقیہ [462, 2114, 495, 2133]
continuation-number: 56 [93, 1386, 118, 1407]
article-body-text: ــــ ـــ ـــــ ــ ـــــــ ـــ ــــــ ـــ ـــــ ــــ ـــ ـــــــ ـ ـــــ ــــ ــــ ــــــ ــ [349, 31, 508, 63]
continuation-number: 15 [947, 344, 972, 365]
continuation-header-47 [181, 2203, 335, 2233]
continuation-number-label [597, 1982, 675, 2008]
continuation-header-57 [10, 1546, 164, 1576]
baqiya-word: بقیہ [1311, 1149, 1343, 1168]
baqiya-word: بقیہ [804, 1142, 836, 1161]
continuation-number: 31 [606, 553, 630, 574]
continuation-title: جائیداد [866, 342, 938, 368]
continuation-header-38 [352, 1294, 506, 1324]
article-body-text: ــــ ـــ ـــــ ــ ـــــــ ـــ ــــــ ـــ ـــــ ــــ ـــ ـــــــ ـ ـــــ ــــ ــــ ــــــ ــ ـــ ــــ ـــــ ــــ ــ ــــــ ـــ ـــــ ــ ـــــــ ـــ ـــ ــــ ـــــ ـــ ــــ ـــ ــــــ ــ ــــ ـــــــ ـــ ـــــ ــ ـــــــ ـــ ــــــ ـــ ـــــ ــــ ـــ ـــــــ ـ ـــــ ــــ ــــ ــــــ ــ ـــ ــــ ـــــ ــــ ــ ــــــ ـــ ـــــ ــ ـــــــ ـــ ـــ ــــ ـــــ ـــ ــــ ـــ ــــــ ــ ــــ ـــــــ ـــ ـــــ ــ ـــــــ ـــ ــــــ ـــ ـــــ ــــ ـــ ـــــــ ـ ـــــ ــــ ــــ ــــــ ــ ـــ ــــ ـــــ ــــ ــ ــــــ ـــ ـــــ ــ ـــــــ ـــ ـــ ــــ ـــــ ـــ ــــ ـــ ــــــ ــ ــــ ـــــــ [862, 1716, 1021, 1940]
article-body-text: ــــ ـــ ـــــ ــ ـــــــ ـــ ــــــ ـــ ـــــ ــــ ـــ ـــــــ ـ ـــــ ــــ ــــ ــــــ ــ ـــ ــــ ـــــ ــــ ــ ــــــ ـــ ـــــ ــ ـــــــ ـــ ـــ ــــ ـــــ ـــ ــــ ـــ ــــــ ــ ــــ ـــــــ ـــ ـــــ ــ ـــــــ ـــ ــــــ ـــ ـــــ ــــ ـــ ـــــــ ـ ـــــ ــــ ــــ ــــــ ــ ـــ ــــ ـــــ ــــ ــ ــــــ [8, 1090, 166, 1210]
continuation-number: 4 [1295, 880, 1308, 901]
baqiya-word: بقیہ [1311, 77, 1343, 96]
continuation-header-20 [864, 1681, 1018, 1711]
continuation-number: 55 [93, 1222, 118, 1243]
continuation-title: عوام پریشان [866, 1683, 938, 1709]
article-body-text: ــــ ـــ ـــــ ــ ـــــــ ـــ ــــــ ـــ ـــــ ــــ ـــ ـــــــ ـ ـــــ ــــ ــــ ــــــ ــ [1033, 31, 1192, 63]
article-body-text: ــــ ـــ ـــــ ــ ـــــــ ـــ ــــــ ـــ ـــــ ــــ ـــ ـــــــ ـ ـــــ ــــ ــــ ــــــ ــ ـــ ــــ ـــــ ــــ ــ ــــــ ـــ ـــــ ــ ـــــــ ـــ ـــ ــــ ـــــ ـــ ــــ ـــ ــــــ ــ ــــ ـــــــ ـــ ـــــ ــ ـــــــ ـــ ــــــ ـــ ـــــ ــــ ـــ ـــــــ ـ ـــــ ــــ ــــ ــــــ ــ ـــ ــــ ـــــ ــــ ــ ــــــ [8, 762, 166, 882]
news-column-8 [4, 30, 170, 2556]
continuation-number: 19 [947, 1417, 972, 1438]
continuation-title: فلورملز [525, 551, 597, 577]
continuation-number: 8 [1295, 1953, 1308, 1974]
continuation-header-13 [1035, 1920, 1189, 1950]
baqiya-word: بقیہ [633, 1508, 666, 1527]
continuation-number: 39 [435, 1705, 459, 1726]
continuation-number: 38 [435, 1298, 459, 1319]
continuation-number-label [938, 610, 1016, 636]
baqiya-word: بقیہ [291, 1497, 324, 1516]
continuation-header-29 [694, 2203, 848, 2233]
baqiya-word: بقیہ [121, 1387, 153, 1406]
baqiya-word: بقیہ [804, 1497, 836, 1516]
continuation-header-50 [10, 399, 164, 429]
continuation-number-label [1280, 878, 1358, 904]
article-body-text: ــــ ـــ ـــــ ــ ـــــــ ـــ ــــــ ـــ ـــــ ــــ ـــ ـــــــ ـ ـــــ ــــ ــــ ــــــ ــ ـــ ــــ ـــــ ــــ ــ ــــــ ـــ ـــــ ــ ـــــــ ـــ ـــ ــــ ـــــ ـــ ــــ ـــ ــــــ ــ ــــ ـــــــ ـــ ـــــ ــ ـــــــ ـــ ــــــ ـــ ـــــ ــــ ـــ ـــــــ ـ ـــــ ــــ ــــ ــــــ ــ ـــ ــــ ـــــ ــــ ــ ــــــ ـــ ـــــ ــ ـــــــ ـــ ـــ ــــ ـــــ ـــ ــــ ـــ ــــــ ــ ــــ ـــــــ ـــ ـــــ ــ ـــــــ ـــ ــــــ ـــ ـــــ ــــ ـــ ـــــــ ـ ـــــ ــــ ــــ ــــــ ــ ـــ ــــ ـــــ ــــ ــ ــــــ ـــ ـــــ ــ ـــــــ ـــ ـــ ــــ ـــــ ـــ ــــ ـــ ــــــ ــ ــــ ـــــــ [1204, 1985, 1362, 2208]
baqiya-word: بقیہ [1311, 345, 1343, 364]
continuation-title: امکان [354, 889, 426, 915]
continuation-header-61 [10, 2201, 164, 2231]
article-body-text: ــــ ـــ ـــــ ــ ـــــــ ـــ ــــــ ـــ ـــــ ــــ ـــ ـــــــ ـ ـــــ ــــ ــــ ــــــ ــ ـــ ــــ ـــــ ــــ ــ ــــــ ـــ ـــــ ــ ـــــــ ـــ ـــ ــــ ـــــ ـــ ــــ ـــ ــــــ ــ ــــ ـــــــ ـــ ـــــ ــ ـــــــ ـــ ــــــ ـــ ـــــ ــــ ـــ ـــــــ ـ ـــــ ــــ ــــ ــــــ ــ ـــ ــــ ـــــ ــــ ــ ــــــ ـــ ـــــ ــ ـــــــ ـــ ـــ ــــ ـــــ ـــ ــــ ـــ ــــــ ــ ــــ ـــــــ ـــ ـــــ ــ ـــــــ ـــ ــــــ ـــ ـــــ ــــ ـــ ـــــــ ـ ـــــ ــــ ــــ ــــــ ــ ـــ ــــ ـــــ ــــ ــ ــــــ ـــ ـــــ ــ ـــــــ ـــ ـــ ــــ ـــــ ـــ ــــ ـــ ــــــ ــ ــــ ـــــــ [1204, 644, 1362, 868]
continuation-header-8 [1206, 1949, 1360, 1979]
figure-value: 507 [121, 2391, 145, 2405]
news-column-4 [687, 30, 854, 2556]
continuation-title: فیسیں [1208, 74, 1280, 100]
continuation-title: وضاحت [183, 1495, 255, 1521]
continuation-header-3 [1206, 608, 1360, 638]
continuation-title: فروغ [1037, 690, 1109, 716]
continuation-number-label [255, 784, 333, 810]
article-body-text: ــــ ـــ ـــــ ــ ـــــــ ـــ ــــــ ـــ ـــــ ــــ ـــ ـــــــ ـ ـــــ ــــ ــــ ــــــ ــ ـــ ــــ ـــــ ــــ ــ ــــــ ـــ ـــــ ــ ـــــــ ـــ ـــ ــــ ـــــ ـــ ــــ ـــ ــــــ ــ ــــ ـــــــ ـــ ـــــ ــ ـــــــ ـــ ــــــ ـــ ـــــ ــــ ـــ ـــــــ ـ ـــــ ــــ ــــ ــــــ ــ ـــ ــــ ـــــ ــــ ــ ــــــ ـــ ـــــ ــ ـــــــ ـــ ـــ ــــ ـــــ ـــ ــــ ـــ ــــــ ــ ــــ ـــــــ ـــ ـــــ ــ ـــــــ ـــ ــــــ ـــ ـــــ ــــ ـــ ـــــــ ـ ـــــ ــــ ــــ ــــــ ــ ـــ ــــ ـــــ ــــ ــ ــــــ ـــ ـــــ ــ ـــــــ ـــ ـــ ــــ ـــــ ـــ ــــ ـــ ــــــ ــ ــــ ـــــــ [862, 107, 1021, 331]
baqiya-word: بقیہ [121, 568, 153, 587]
continuation-title: تعاقب [1208, 342, 1280, 368]
article-body-text: ــــ ـــ ـــــ ــ ـــــــ ـــ ــــــ ـــ ـــــ ــــ ـــ ـــــــ ـ ـــــ ــــ ــــ ــــــ ــ ـــ ــــ ـــــ ــــ ــ ــــــ ـــ ـــــ ــ ـــــــ ـــ ـــ ــــ ـــــ ـــ ــــ ـــ ــــــ ــ ــــ ـــــــ ـــ ـــــ ــ ـــــــ ـــ ــــــ ـــ ـــــ ــــ ـــ ـــــــ ـ ـــــ ــــ ــــ ــــــ ــ ـــ ــــ ـــــ ــــ ــ ــــــ ـــ ـــــ ــ ـــــــ ـــ ـــ ــــ ـــــ ـــ ــــ ـــ ــــــ ــ ــــ ـــــــ ـــ ـــــ ــ ـــــــ ـــ ــــــ ـــ ـــــ ــــ ـــ ـــــــ ـ ـــــ ــــ ــــ ــــــ ــ ـــ ــــ ـــــ ــــ ــ ــــــ ـــ ـــــ ــ ـــــــ ـــ ـــ ــــ ـــــ ـــ ــــ ـــ ــــــ ــ ــــ ـــــــ ـــ ـــــ ــ ـــــــ ـــ ــــــ ـــ ـــــ ــــ ـــ ـــــــ ـ ـــــ ــــ ــــ ــــــ ــ ـــ ــــ ـــــ ــــ ــ ــــــ ـــ ـــــ ــ ـــــــ ـــ ـــ ــــ ـــــ ـــ ــــ ـــ ــــــ ــ ــــ ـــــــ ـــ ـــــ ــ ـــــــ ـــ ــــــ ـــ [178, 462, 337, 773]
continuation-number-label [426, 889, 504, 915]
continuation-number-label [938, 74, 1016, 100]
figure-value: 1762 [25, 2376, 56, 2390]
continuation-number-label [1280, 1951, 1358, 1977]
article-body-text: ــــ ـــ ـــــ ــ ـــــــ ـــ ــــــ ـــ ـــــ ــــ ـــ ـــــــ ـ ـــــ ــــ ــــ ــــــ ــ [520, 31, 679, 63]
article-body-text: ــــ ـــ ـــــ ــ ـــــــ ـــ ــــــ ـــ ـــــ ــــ ـــ ـــــــ ـ ـــــ ــــ ــــ ــــــ ــ ـــ ــــ ـــــ ــــ ــ ــــــ ـــ ـــــ ــ ـــــــ ـــ ـــ ــــ ـــــ ـــ ــــ ـــ ــــــ ــ ــــ ـــــــ ـــ ـــــ ــ ـــــــ ـــ ــــــ ـــ ـــــ ــــ ـــ ـــــــ ـ ـــــ ــــ ــــ ــــــ ــ ـــ ــــ ـــــ ــــ ــ ــــــ [8, 2237, 166, 2356]
baqiya-word: بقیہ [1311, 881, 1343, 900]
article-body-text: ــــ ـــ ـــــ ــ ـــــــ ـــ ــــــ ـــ ـــــ ــــ ـــ ـــــــ ـ ـــــ ــــ ــــ ــــــ ــ ـــ ــــ ـــــ ــــ ــ ــــــ ـــ ـــــ ــ ـــــــ ـــ ـــ ــــ ـــــ ـــ ــــ ـــ ــــــ ــ ــــ ـــــــ ـــ ـــــ ــ ـــــــ ـــ ــــــ ـــ ـــــ ــــ ـــ ـــــــ ـ ـــــ ــــ ــــ ــــــ ــ ـــ ــــ ـــــ ــــ ــ ــــــ ـــ ـــــ ــ ـــــــ ـــ ـــ ــــ ـــــ ـــ ــــ ـــ ــــــ ــ ــــ ـــــــ ـــ ـــــ ــ ـــــــ ـــ ــــــ ـــ ـــــ ــــ ـــ ـــــــ ـ ـــــ ــــ ــــ ــــــ ــ ـــ ــــ ـــــ ــــ ــ ــــــ ـــ ـــــ ــ ـــــــ ـــ ـــ ــــ ـــــ ـــ ــــ ـــ ــــــ ــ ــــ ـــــــ ـــ ـــــ ــ ـــــــ ـــ ــــــ ـــ ـــــ ــــ ـــ ـــــــ ـ ـــــ ــــ ــــ ــــــ ــ ـــ ــــ ـــــ ــــ ــ ــــــ ـــ ـــــ ــ ـــــــ ـــ ـــ ــــ ـــــ ـــ ــــ ـــ ــــــ ــ ــــ ـــــــ ـــ ـــــ ــ ـــــــ ـــ ــــــ ـــ ـــــ ــــ ـــ ـــــــ ـ ـــــ ــــ ــــ ــــــ ــ ـــ ــــ ـــــ ــــ ــ ــــــ ـــ ـــــ ــ ـــــــ ـــ ـــ ــــ ـــــ ـــ ــــ ـــ ــــــ ــ ــــ ـــــــ ـــ ـــــ ــ ـــــــ ـــ ــــــ ـــ ـــــ ــــ ـــ ـــــــ ـ ـــــ ــــ ــــ ــــــ ــ ـــ ــــ ـــــ ــــ ــ ــــــ ـــ ـــــ ــ ـــــــ ـــ ـــ ــــ ـــــ ـــ ــــ ـــ ــــــ ــ ــــ ـــــــ ـــ ـــــ ــ ـــــــ ـــ ــــــ ـــ ـــــ ــــ ـــ ـــــــ ـ ـــــ ــــ ــــ ــــــ ــ ـــ ــــ ـــــ ــــ ــ ــــــ ـــ ـــــ ــ ـــــــ ـــ ـــ ــــ ـــــ ـــ ــــ ـــ ــــــ ــ ــــ ـــــــ ـــ ـــــ ــ ـــــــ ـــ ــــــ ـــ ـــــ ــــ ـــ ـــــــ ـ ـــــ ــــ ــــ ــــــ ــ ـــ ــــ ـــــ ــــ ــ ــــــ ـــ [1033, 1956, 1192, 2528]
continuation-number: 14 [947, 76, 972, 97]
baqiya-word: بقیہ [633, 554, 666, 573]
continuation-header-55 [10, 1218, 164, 1248]
news-column-6 [345, 30, 512, 2556]
continuation-number-label [597, 74, 675, 100]
baqiya-word: بقیہ [121, 1059, 153, 1078]
continuation-title: فنڈز [866, 1951, 938, 1977]
continuation-title: ڈی پی او [1208, 1683, 1280, 1709]
news-column-3 [857, 30, 1024, 2556]
continuation-title: ملاقات [696, 1850, 768, 1876]
continuation-header-33 [523, 1503, 677, 1533]
article-body-text: ــــ ـــ ـــــ ــ ـــــــ ـــ ــــــ ـــ ـــــ ــــ ـــ ـــــــ ـ ـــــ ــــ ــــ ــــــ ــ ـــ ــــ ـــــ ــــ ــ ــــــ ـــ ـــــ ــ ـــــــ ـــ ـــ ــــ ـــــ ـــ ــــ ـــ ــــــ ــ ــــ ـــــــ ـــ ـــــ ــ ـــــــ ـــ ــــــ ـــ ـــــ ــــ ـــ ـــــــ ـ ـــــ ــــ ــــ ــــــ ــ ـــ ــــ ـــــ ــــ ــ ــــــ [8, 435, 166, 554]
continuation-title: پالیسی [183, 2205, 255, 2231]
continuation-number: 9 [1295, 2221, 1308, 2242]
continuation-title: سماعت [12, 1384, 84, 1410]
continuation-title: شرکت [696, 784, 768, 810]
continuation-title: شرکت [183, 1850, 255, 1876]
continuation-header-24 [694, 427, 848, 457]
continuation-number: 59 [93, 1877, 118, 1898]
continuation-number-label [426, 1703, 504, 1729]
baqiya-word: بقیہ [121, 732, 153, 751]
article-body-text: ــــ ـــ ـــــ ــ ـــــــ ـــ ــــــ ـــ ـــــ ــــ ـــ ـــــــ ـ ـــــ ــــ ــــ ــــــ ــ ـــ ــــ ـــــ ــــ ــ ــــــ ـــ ـــــ ــ ـــــــ ـــ ـــ ــــ ـــــ ـــ ــــ ـــ ــــــ ــ ــــ ـــــــ ـــ ـــــ ــ ـــــــ ـــ ــــــ ـــ ـــــ ــــ ـــ ـــــــ ـ ـــــ ــــ ــــ ــــــ ــ ـــ ــــ ـــــ ــــ ــ ــــــ ـــ ـــــ ــ ـــــــ ـــ ـــ ــــ ـــــ ـــ ــــ ـــ ــــــ ــ ــــ ـــــــ ـــ ـــــ ــ ـــــــ ـــ ــــــ ـــ ـــــ ــــ ـــ ـــــــ ـ ـــــ ــــ ــــ ــــــ ــ ـــ ــــ ـــــ ــــ ــ ــــــ ـــ ـــــ ــ ـــــــ ـــ ـــ ــــ ـــــ ـــ ــــ ـــ ــــــ ــ ــــ ـــــــ ـــ ـــــ ــ ـــــــ ـــ ــــــ ـــ ـــــ ــــ ـــ ـــــــ ـ ـــــ ــــ ــــ ــــــ ــ ـــ ــــ ـــــ ــــ ــ ــــــ ـــ ـــــ ــ ـــــــ ـــ ـــ ــــ ـــــ ـــ ــــ ـــ ــــــ ــ ــــ ـــــــ ـــ ـــــ ــ ـــــــ ـــ ــــــ ـــ [691, 107, 850, 418]
continuation-title: ترمیمی بل [1208, 610, 1280, 636]
article-body-text: ــــ ـــ ـــــ ــ ـــــــ ـــ ــــــ ـــ ـــــ ــــ ـــ ـــــــ ـ ـــــ ــــ ــــ ــــــ ــ ـــ ــــ ـــــ ــــ ــ ــــــ ـــ ـــــ ــ ـــــــ ـــ ـــ ــــ ـــــ ـــ ــــ ـــ ــــــ ــ ــــ ـــــــ ـــ ـــــ ــ ـــــــ ـــ ــــــ ـــ ـــــ ــــ ـــ ـــــــ ـ ـــــ ــــ ــــ ــــــ ــ ـــ ــــ ـــــ ــــ ــ ــــــ ـــ ـــــ ــ ـــــــ ـــ ـــ ــــ ـــــ ـــ ــــ ـــ ــــــ ــ ــــ ـــــــ ـــ ـــــ ــ ـــــــ ـــ ــــــ ـــ ـــــ ــــ ـــ ـــــــ ـ ـــــ ــــ ــــ ــــــ ــ ـــ ــــ ـــــ ــــ ــ ــــــ ـــ ـــــ ــ ـــــــ ـــ ـــ ــــ ـــــ ـــ ــــ ـــ ــــــ ــ ــــ ـــــــ [1204, 912, 1362, 1136]
continuation-title: (P & D) پیشرفت [182, 425, 255, 458]
article-body-text: ــــ ـــ ـــــ ــ ـــــــ ـــ ــــــ ـــ ـــــ ــــ ـــ ـــــــ ـ ـــــ ــــ ــــ ــــــ ــ ـــ ــــ ـــــ ــــ ــ ــــــ ـــ ـــــ ــ ـــــــ ـــ ـــ ــــ ـــــ ـــ ــــ ـــ ــــــ ــ ــــ ـــــــ ـــ ـــــ ــ ـــــــ ـــ ــــــ ـــ ـــــ ــــ ـــ ـــــــ ـ ـــــ ــــ ــــ ــــــ ــ ـــ ــــ ـــــ ــــ ــ ــــــ ـــ ـــــ ــ ـــــــ ـــ ـــ ــــ ـــــ ـــ ــــ ـــ ــــــ ــ ــــ ـــــــ ـــ ـــــ ــ ـــــــ ـــ ــــــ ـــ ـــــ ــــ ـــ ـــــــ ـ ـــــ ــــ ــــ ــــــ ــ ـــ ــــ ـــــ ــــ ــ ــــــ ـــ ـــــ ــ ـــــــ ـــ ـــ ــــ ـــــ ـــ ــــ ـــ ــــــ ــ ــــ ـــــــ ـــ ـــــ ــ ـــــــ ـــ ــــــ ـــ ـــــ ــــ ـــ ـــــــ ـ ـــــ ــــ ــــ ــــــ ــ ـــ ــــ ـــــ ــــ ــ ــــــ ـــ ـــــ ــ ـــــــ ـــ ـــ ــــ ـــــ ـــ ــــ ـــ ــــــ ــ ــــ ـــــــ ـــ ـــــ ــ ـــــــ ـــ ــــــ ـــ ـــــ ــــ ـــ ـــــــ ـ ـــــ ــــ ــــ ــــــ ــ ـــ ــــ ـــــ ــــ ــ ــــــ ـــ ـــــ ــ ـــــــ ـــ ـــ ــــ ـــــ ـــ ــــ ـــ ــــــ ــ ــــ ـــــــ ـــ ـــــ ــ ـــــــ ـــ ــــــ ـــ ـــــ ــــ ـــ ـــــــ ـ ـــــ ــــ ــــ ــــــ ــ ـــ ــــ ـــــ ــــ ــ ــــــ ـــ ـــــ ــ ـــــــ ـــ ـــ [520, 1061, 679, 1494]
article-body-text: ــــ ـــ ـــــ ــ ـــــــ ـــ ــــــ ـــ ـــــ ــــ ـــ ـــــــ ـ ـــــ ــــ ــــ ــــــ ــ ـــ ــــ ـــــ ــــ ــ ــــــ ـــ ـــــ ــ ـــــــ ـــ ـــ ــــ ـــــ ـــ ــــ ـــ ــــــ ــ ــــ ـــــــ ـــ ـــــ ــ ـــــــ ـــ ــــــ ـــ ـــــ ــــ ـــ ـــــــ ـ ـــــ ــــ ــــ ــــــ ــ ـــ ــــ ـــــ ــــ ــ ــــــ [8, 1745, 166, 1865]
continuation-number: 30 [606, 76, 630, 97]
baqiya-word: بقیہ [975, 2222, 1007, 2241]
continuation-number-label [597, 551, 675, 577]
continuation-title: تاجر برادری [525, 74, 597, 100]
continuation-header-48 [10, 72, 164, 102]
article-body-text: ــــ ـــ ـــــ ــ ـــــــ ـــ ــــــ ـــ ـــــ ــــ ـــ ـــــــ ـ ـــــ ــــ ــــ ــــــ ــ ـــ ــــ ـــــ ــــ ــ ــــــ ـــ ـــــ ــ ـــــــ ـــ ـــ ــــ ـــــ ـــ ــــ ـــ ــــــ ــ ــــ ـــــــ ـــ ـــــ ــ ـــــــ ـــ ــــــ ـــ ـــــ ــــ ـــ ـــــــ ـ ـــــ ــــ ــــ ــــــ ــ ـــ ــــ ـــــ ــــ ــ ــــــ ـــ ـــــ ــ ـــــــ ـــ ـــ ــــ ـــــ ـــ ــــ ـــ ــــــ ــ ــــ ـــــــ ـــ ـــــ ــ ـــــــ ـــ ــــــ ـــ ـــــ ــــ ـــ ـــــــ ـ ـــــ ــــ ــــ ــــــ ــ ـــ ــــ ـــــ ــــ ــ ــــــ ـــ ـــــ ــ ـــــــ ـــ ـــ ــــ ـــــ ـــ ــــ ـــ ــــــ ــ ــــ ـــــــ ـــ ـــــ ــ ـــــــ ـــ ــــــ ـــ ـــــ ــــ ـــ ـــــــ ـ ـــــ ــــ ــــ ــــــ ــ ـــ ــــ ـــــ ــــ ــ ــــــ ـــ ـــــ ــ ـــــــ ـــ ـــ ــــ ـــــ ـــ ــــ ـــ ــــــ ــ ــــ ـــــــ ـــ ـــــ ــ ـــــــ ـــ ــــــ ـــ ـــــ ــــ ـــ ـــــــ ـ ـــــ ــــ ــــ ــــــ ــ ـــ ــــ ـــــ ــــ ــ ــــــ ـــ ـــــ ــ ـــــــ ـــ ـــ ــــ ـــــ ـــ ــــ [349, 1737, 508, 2100]
continuation-number: 43 [264, 786, 288, 807]
article-body-text: ــــ ـــ ـــــ ــ ـــــــ ـــ ــــــ ـــ ـــــ ــــ ـــ ـــــــ ـ ـــــ ــــ ــــ ــــــ ــ ـــ ــــ ـــــ ــــ ــ ــــــ ـــ ـــــ ــ ـــــــ ـــ ـــ ــــ ـــــ ـــ ــــ ـــ ــــــ ــ ــــ ـــــــ ـــ ـــــ ــ ـــــــ ـــ ــــــ ـــ ـــــ ــــ ـــ ـــــــ ـ ـــــ ــــ ــــ ــــــ ــ ـــ ــــ ـــــ ــــ ــ ــــــ ـــ ـــــ ــ ـــــــ ـــ ـــ ــــ ـــــ ـــ ــــ ـــ ــــــ ــ ــــ ـــــــ ـــ ـــــ ــ ـــــــ ـــ ــــــ ـــ ـــــ ــــ ـــ ـــــــ ـ ـــــ ــــ ــــ ــــــ ــ ـــ ــــ ـــــ ــــ ــ ــــــ ـــ ـــــ ــ ـــــــ ـــ ـــ ــــ ـــــ ـــ ــــ ـــ ــــــ ــ ــــ ـــــــ ـــ ـــــ ــ ـــــــ ـــ ــــــ ـــ ـــــ ــــ ـــ ـــــــ ـ ـــــ ــــ ــــ ــــــ ــ ـــ ــــ ـــــ ــــ ــ ــــــ ـــ ـــــ ــ ـــــــ ـــ ـــ ــــ ـــــ ـــ ــــ ـــ ــــــ ــ ــــ ـــــــ ـــ ـــــ ــ ـــــــ ـــ ــــــ ـــ [178, 818, 337, 1129]
article-body-text: ــــ ـــ ـــــ ــ ـــــــ ـــ ــــــ ـــ ـــــ ــــ ـــ ـــــــ ـ ـــــ ــــ ــــ ــــــ ــ ـــ ــــ ـــــ ــــ ــ ــــــ ـــ ـــــ ــ ـــــــ ـــ ـــ ــــ ـــــ ـــ ــــ ـــ ــــــ ــ ــــ ـــــــ ـــ ـــــ ــ ـــــــ ـــ ــــــ ـــ ـــــ ــــ ـــ ـــــــ ـ ـــــ ــــ ــــ ــــــ ــ ـــ ــــ ـــــ ــــ ــ ــــــ ـــ ـــــ ــ ـــــــ ـــ ـــ ــــ ـــــ ـــ ــــ ـــ ــــــ ــ ــــ ـــــــ ـــ ـــــ ــ ـــــــ ـــ ــــــ ـــ ـــــ ــــ ـــ ـــــــ ـ ـــــ ــــ ــــ ــــــ ــ ـــ ــــ ـــــ ــــ ــ ــــــ ـــ ـــــ ــ ـــــــ ـــ ـــ ــــ ـــــ ـــ ــــ ـــ ــــــ ــ ــــ ـــــــ [1204, 107, 1362, 331]
figure-value: 294 [90, 2391, 114, 2405]
baqiya-word: بقیہ [1311, 613, 1343, 632]
continuation-number-label [426, 481, 504, 507]
continuation-header-43 [181, 782, 335, 812]
continuation-header-52 [10, 727, 164, 757]
